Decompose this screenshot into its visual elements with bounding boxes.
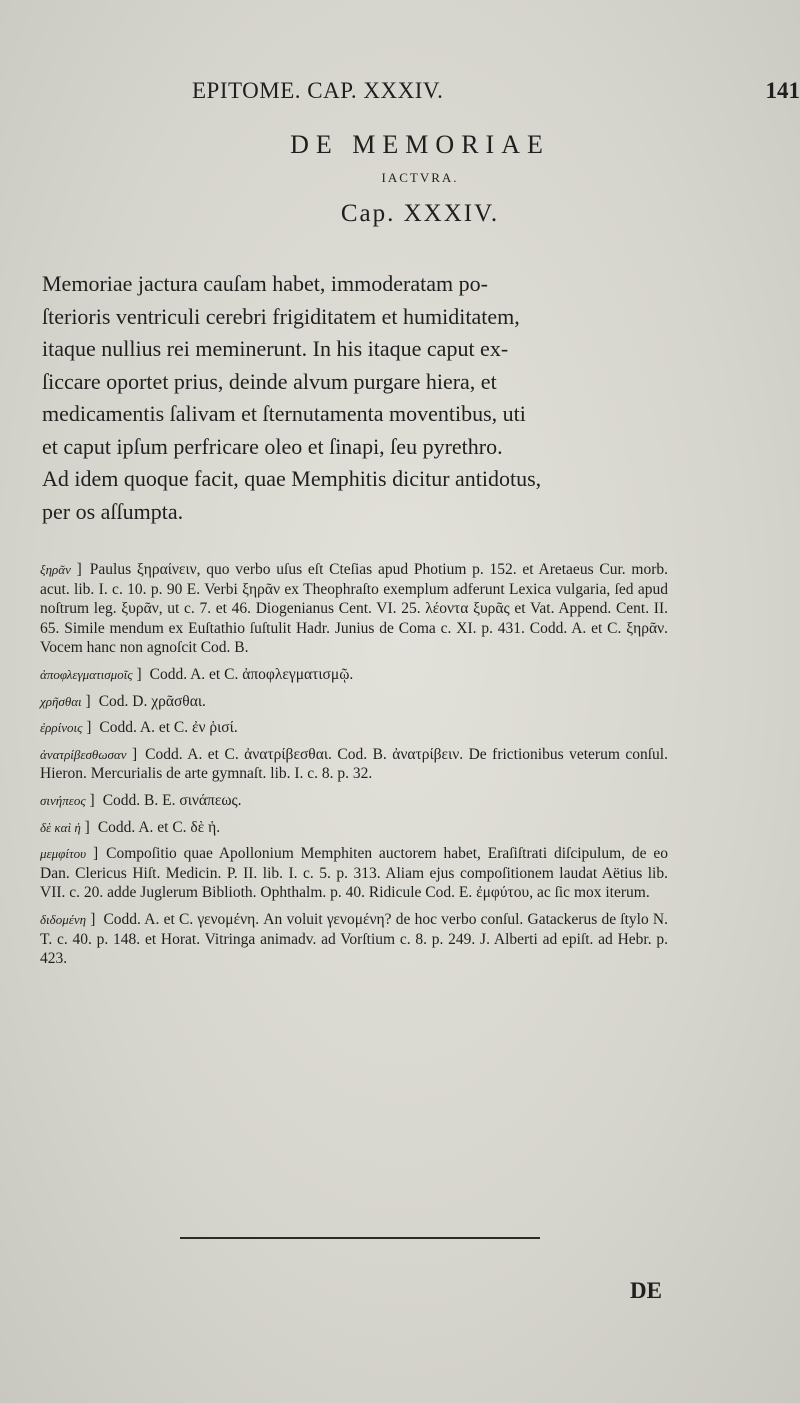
footnote-text: Codd. A. et C. ἀποφλεγματισμῷ. bbox=[149, 665, 354, 683]
main-paragraph bbox=[42, 268, 668, 528]
body-line: ſterioris ventriculi cerebri frigiditatem et humiditatem, bbox=[42, 303, 520, 329]
footnote-lemma: ἀνατρίβεσθωσαν bbox=[40, 746, 127, 762]
lemma-bracket: ] bbox=[126, 745, 138, 763]
lemma-bracket: ] bbox=[86, 910, 96, 928]
footnote bbox=[40, 692, 668, 712]
lemma-bracket: ] bbox=[81, 692, 91, 710]
footnote bbox=[40, 560, 668, 658]
footnote-text: Codd. A. et C. γενομένη. An voluit γενομένη? de hoc verbo conſul. Gatackerus de ſtylo N. T. c. 40. p. 148. et Horat. Vitringa animadv. ad Vorſtium c. 8. p. 249. J. Alberti ad epiſt. ad Hebr. p. 423. bbox=[40, 910, 668, 968]
footnote bbox=[40, 910, 668, 969]
catchword: DE bbox=[630, 1278, 662, 1303]
page-number: 141 bbox=[765, 78, 800, 103]
lemma-bracket: ] bbox=[132, 665, 142, 683]
body-line: medicamentis ſalivam et ſternutamenta moventibus, uti bbox=[42, 401, 526, 426]
lemma-bracket: ] bbox=[70, 561, 82, 578]
running-head: EPITOME. CAP. XXXIV. bbox=[192, 78, 444, 103]
footnote-lemma: σινήπεος bbox=[40, 792, 86, 808]
footnote-text: Codd. B. E. σινάπεως. bbox=[102, 791, 242, 809]
end-rule bbox=[180, 1237, 540, 1239]
page-header bbox=[180, 78, 800, 114]
chapter-subtitle: IACTVRA. bbox=[381, 170, 459, 185]
footnote-text: Codd. A. et C. ἐν ῥισί. bbox=[99, 719, 238, 737]
body-line: itaque nullius rei meminerunt. In his itaque caput ex- bbox=[42, 336, 509, 361]
chapter-title: DE MEMORIAE bbox=[290, 130, 550, 159]
body-line: ſiccare oportet prius, deinde alvum purgare hiera, et bbox=[42, 368, 497, 394]
footnote-lemma: ἐρρίνοις bbox=[40, 720, 83, 736]
chapter-title-block bbox=[0, 130, 800, 228]
footnote-text: Codd. A. et C. ἀνατρίβεσθαι. Cod. B. ἀνατρίβειν. De frictionibus veterum conſul. Hieron. Mercurialis de arte gymnaſt. lib. I. c. 8. p. 32. bbox=[40, 745, 668, 783]
body-line: Ad idem quoque facit, quae Memphitis dicitur antidotus, bbox=[42, 466, 542, 491]
footnote-lemma: διδομένη bbox=[40, 911, 87, 927]
footnote-lemma: δὲ καὶ ἡ bbox=[40, 819, 81, 835]
lemma-bracket: ] bbox=[86, 845, 99, 863]
footnote bbox=[40, 745, 668, 784]
lemma-bracket: ] bbox=[80, 818, 90, 836]
footnote bbox=[40, 718, 668, 738]
footnote bbox=[40, 791, 668, 811]
chapter-number: Cap. XXXIV. bbox=[340, 200, 500, 227]
footnote bbox=[40, 665, 668, 685]
body-line: per os aſſumpta. bbox=[42, 498, 184, 524]
footnote-text: Cod. D. χρᾶσθαι. bbox=[98, 692, 206, 710]
footnotes bbox=[40, 560, 668, 976]
footnote bbox=[40, 844, 668, 903]
footnote-lemma: μεμφίτου bbox=[40, 846, 87, 862]
footnote-text: Paulus ξηραίνειν, quo verbo uſus eſt Cteſias apud Photium p. 152. et Aretaeus Cur. morb. acut. lib. I. c. 10. p. 90 E. Verbi ξηρᾶν ex Theophraſto exemplum adferunt Lexica vulgaria, ſed apud noſtrum leg. ξυρᾶν, ut c. 7. et 46. Diogenianus Cent. VI. 25. λέοντα ξυρᾶς et Vat. Append. Cent. II. 65. Simile mendum ex Euſtathio ſuſtulit Hadr. Junius de Coma c. XI. p. 431. Codd. A. et C. ξηρᾶν. Vocem hanc non agnoſcit Cod. B. bbox=[40, 561, 668, 657]
lemma-bracket: ] bbox=[82, 719, 92, 737]
footnote-text: Codd. A. et C. δὲ ἡ. bbox=[97, 818, 221, 836]
footnote-lemma: ξηρᾶν bbox=[40, 562, 71, 577]
body-line: et caput ipſum perfricare oleo et ſinapi, ſeu pyrethro. bbox=[42, 433, 503, 459]
body-line: Memoriae jactura cauſam habet, immoderatam po- bbox=[42, 271, 488, 296]
lemma-bracket: ] bbox=[85, 791, 95, 809]
footnote-lemma: χρῆσθαι bbox=[40, 693, 82, 709]
footnote bbox=[40, 818, 668, 838]
footnote-lemma: ἀποφλεγματισμοῖς bbox=[40, 666, 133, 682]
footnote-text: Compoſitio quae Apollonium Memphiten auctorem habet, Eraſiſtrati diſcipulum, de eo Dan. Clericus Hiſt. Medicin. P. II. lib. I. c. 5. p. 313. Aliam ejus compoſitionem laudat Aëtius lib. VII. c. 20. adde Juglerum Biblioth. Ophthalm. p. 40. Ridicule Cod. E. ἐμφύτου, ac ſic mox iterum. bbox=[40, 845, 668, 902]
